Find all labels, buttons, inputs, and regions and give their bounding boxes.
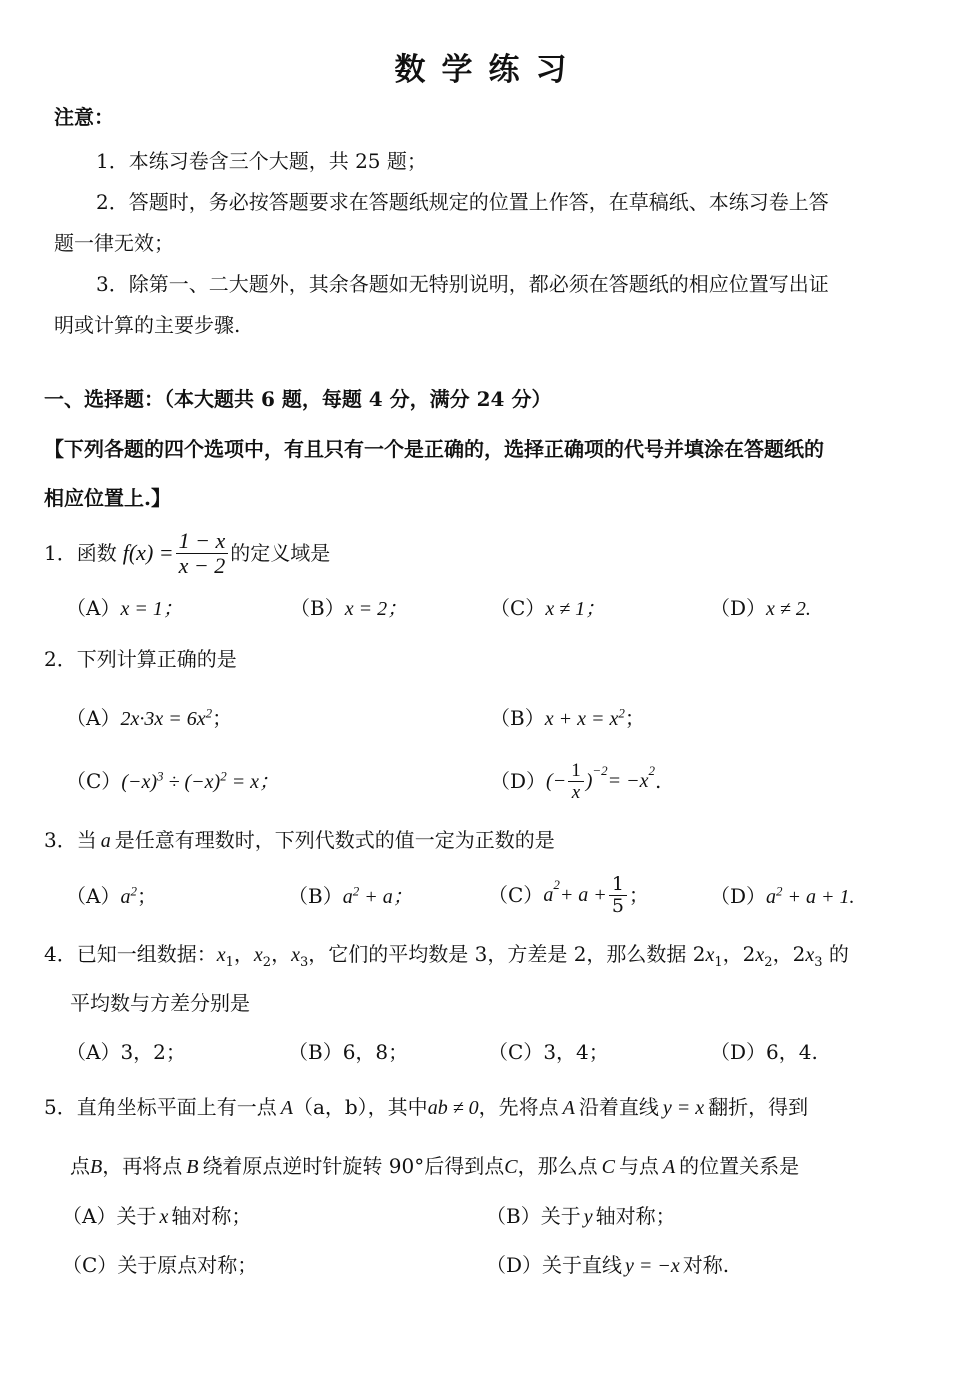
question-4-stem-line-2: 平均数与方差分别是: [70, 991, 250, 1015]
q3-c-fraction: $\frac{1}{5}$: [609, 874, 627, 917]
q1-option-b: （B）x = 2；: [290, 596, 408, 620]
section-1-heading: 一、选择题：（本大题共 6 题，每题 4 分，满分 24 分）: [44, 387, 552, 411]
q2-option-c: $(C)(-x)^3 \div (-x)^2 = x$；: [66, 768, 280, 793]
question-5-stem-line-2: 点B，再将点 B 绕着原点逆时针旋转 90°后得到点C，那么点 C 与点 A 的位置关系是: [70, 1154, 800, 1178]
q1-fraction: [176, 529, 229, 578]
q5-option-c: （C）关于原点对称；: [62, 1253, 258, 1277]
q5-option-b: （B）关于 y 轴对称；: [486, 1204, 676, 1228]
q3-option-c: （C） a $^2$ + a + $\frac{1}{5}$ ；: [488, 872, 649, 917]
question-3-stem: 3．当 a 是任意有理数时，下列代数式的值一定为正数的是: [44, 828, 555, 852]
question-4-stem-line-1: 4．已知一组数据：$x_1$，$x_2$，$x_3$，它们的平均数是 3，方差是 2，那么数据 $2x_1$，$2x_2$，$2x_3$ 的: [44, 942, 849, 970]
note-3-line-1: 3．除第一、二大题外，其余各题如无特别说明，都必须在答题纸的相应位置写出证: [96, 272, 829, 296]
notes-heading: 注意：: [54, 105, 114, 129]
q1-suffix: 的定义域是: [230, 541, 331, 565]
q2-option-b: $(B)x + x = x^2$；: [490, 705, 645, 730]
question-5-stem-line-1: 5．直角坐标平面上有一点 A（a，b），其中ab ≠ 0，先将点 A 沿着直线 y = x 翻折，得到: [44, 1095, 809, 1119]
q4-option-a: （A）3，2；: [66, 1040, 186, 1064]
q2-option-a: $(A)2x\cdot 3x = 6x^2$；: [66, 705, 233, 730]
q1-option-d: （D）x ≠ 2.: [710, 596, 811, 620]
page-title: 数学练习: [394, 52, 583, 88]
q3-option-d: $(D)a^2 + a + 1$.: [710, 883, 855, 908]
q4-option-d: （D）6，4.: [710, 1040, 818, 1064]
q1-denominator: x − 2: [178, 552, 226, 578]
q5-option-a: （A）关于 x 轴对称；: [62, 1204, 252, 1228]
q4-option-b: （B）6，8；: [288, 1040, 409, 1064]
q3-option-b: $(B)a^2 + a$；: [288, 883, 413, 908]
question-1-stem: [44, 525, 330, 581]
note-2-line-2: 题一律无效；: [54, 231, 174, 255]
q1-prefix: 1．函数: [44, 541, 117, 565]
q1-option-a: （A）x = 1；: [66, 596, 183, 620]
q1-option-c: （C）x ≠ 1；: [490, 596, 606, 620]
q3-option-a: $(A)a^2$；: [66, 883, 157, 908]
question-2-stem: 2．下列计算正确的是: [44, 647, 237, 671]
note-2-line-1: 2．答题时，务必按答题要求在答题纸规定的位置上作答，在草稿纸、本练习卷上答: [96, 190, 829, 214]
q5-option-d: （D）关于直线 y = −x 对称.: [486, 1253, 730, 1277]
q1-function: f(x) =: [122, 540, 174, 565]
q2-d-fraction: $\frac{1}{x}$: [568, 760, 584, 803]
section-1-instruction-line-1: 【下列各题的四个选项中，有且只有一个是正确的，选择正确项的代号并填涂在答题纸的: [44, 437, 824, 461]
q1-numerator: 1 − x: [176, 529, 229, 554]
q4-option-c: （C）3，4；: [488, 1040, 609, 1064]
q2-option-d: （D） (− $\frac{1}{x}$ ) $^{-2}$ = −x $^2$ .: [490, 759, 662, 803]
section-1-instruction-line-2: 相应位置上.】: [44, 486, 171, 510]
note-1: 1．本练习卷含三个大题，共 25 题；: [96, 149, 427, 173]
note-3-line-2: 明或计算的主要步骤.: [54, 313, 241, 337]
